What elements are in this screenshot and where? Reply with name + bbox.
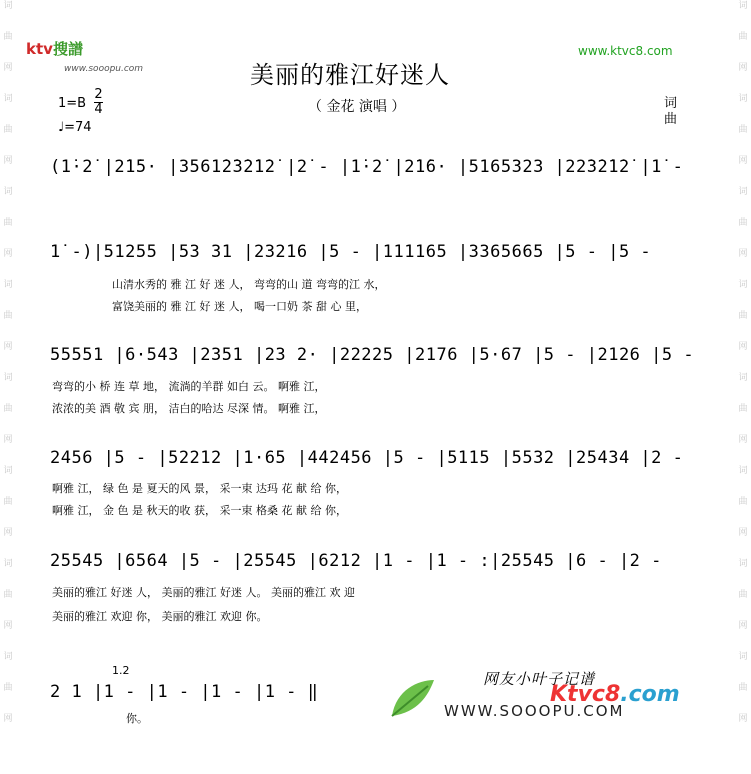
ktv-logo[interactable] <box>550 682 680 707</box>
logo-brand: 搜譜 <box>52 40 83 58</box>
lyric-row-4-verse-2: 啊雅 江， 金 色 是 秋天的收 获， 采一束 格桑 花 献 给 你， <box>52 504 347 517</box>
lyric-row-5-verse-2: 美丽的雅江 欢迎 你， 美丽的雅江 欢迎 你。 <box>52 610 268 623</box>
lyric-row-3-verse-2: 浓浓的美 酒 敬 宾 朋， 洁白的哈达 尽深 情。 啊雅 江， <box>52 402 326 415</box>
score-row-1: (1̇·2̇ |2̇1̇5· |3561̇2̇3̇2̇1̇2̇ |2̇ - |1̇·2̇ |2̇1̇6· |5165323 |22̇3̇2̇1̇2̇ |1̇ - <box>50 157 684 177</box>
time-signature <box>94 88 103 117</box>
lyric-row-3-verse-1: 弯弯的小 桥 连 草 地， 流淌的羊群 如白 云。 啊雅 江， <box>52 380 326 393</box>
song-title: 美丽的雅江好迷人 <box>250 61 450 89</box>
footer-url[interactable]: WWW.SOOOPU.COM <box>444 702 625 720</box>
logo-subtitle: www.sooopu.com <box>64 64 144 74</box>
score-row-5: 25545 |6564 |5 - |25545 |6212 |1 - |1 - :|25545 |6 - |2 - <box>50 551 662 571</box>
ktv-logo-a: Ktvc8 <box>550 682 621 707</box>
logo-text: ktv <box>26 40 53 58</box>
composer-label: 曲 <box>664 112 678 127</box>
lyric-row-2-verse-2: 富饶美丽的 雅 江 好 迷 人， 喝一口奶 茶 甜 心 里， <box>112 300 367 313</box>
tempo: ♩=74 <box>58 120 92 135</box>
left-watermark: 词 曲 网 词 曲 网 词 曲 网 词 曲 网 词 曲 网 词 曲 网 词 曲 网 词 曲 网 <box>3 1 13 724</box>
key-signature: 1=B <box>58 96 87 111</box>
site-url[interactable]: www.ktvc8.com <box>578 44 673 58</box>
performer: （ 金花 演唱 ） <box>308 99 406 115</box>
score-row-3: 55551 |6·543 |2351 |23 2· |22225 |2176 |5·67 |5 - |2126 |5 - <box>50 345 695 365</box>
score-row-4: 2456 |5 - |52212 |1·65 |442456 |5 - |5115 |5532 |25434 |2 - <box>50 448 684 468</box>
ktv-logo-b: .com <box>620 682 680 707</box>
leaf-logo-icon <box>388 676 438 722</box>
lyric-row-6: 你。 <box>126 712 148 725</box>
score-row-2: 1̇ -)|51255 |53 31 |23216 |5 - |111165 |3365665 |5 - |5 - <box>50 242 652 262</box>
volta-ending: 1.2 <box>112 664 130 677</box>
time-top: 2 <box>94 87 103 102</box>
score-row-6: 2 1 |1 - |1 - |1 - |1 - ‖ <box>50 682 319 702</box>
time-bottom: 4 <box>94 102 103 117</box>
lyric-row-5-verse-1: 美丽的雅江 好迷 人， 美丽的雅江 好迷 人。 美丽的雅江 欢 迎 <box>52 586 355 599</box>
lyricist-label: 词 <box>664 96 678 111</box>
transcriber-credit: 网友小叶子记谱 <box>483 670 596 688</box>
right-watermark: 词 曲 网 词 曲 网 词 曲 网 词 曲 网 词 曲 网 词 曲 网 词 曲 网 词 曲 网 <box>738 1 748 724</box>
site-logo[interactable] <box>26 38 83 59</box>
lyric-row-2-verse-1: 山清水秀的 雅 江 好 迷 人， 弯弯的山 道 弯弯的江 水， <box>112 278 386 291</box>
lyric-row-4-verse-1: 啊雅 江， 绿 色 是 夏天的风 景， 采一束 达玛 花 献 给 你， <box>52 482 347 495</box>
